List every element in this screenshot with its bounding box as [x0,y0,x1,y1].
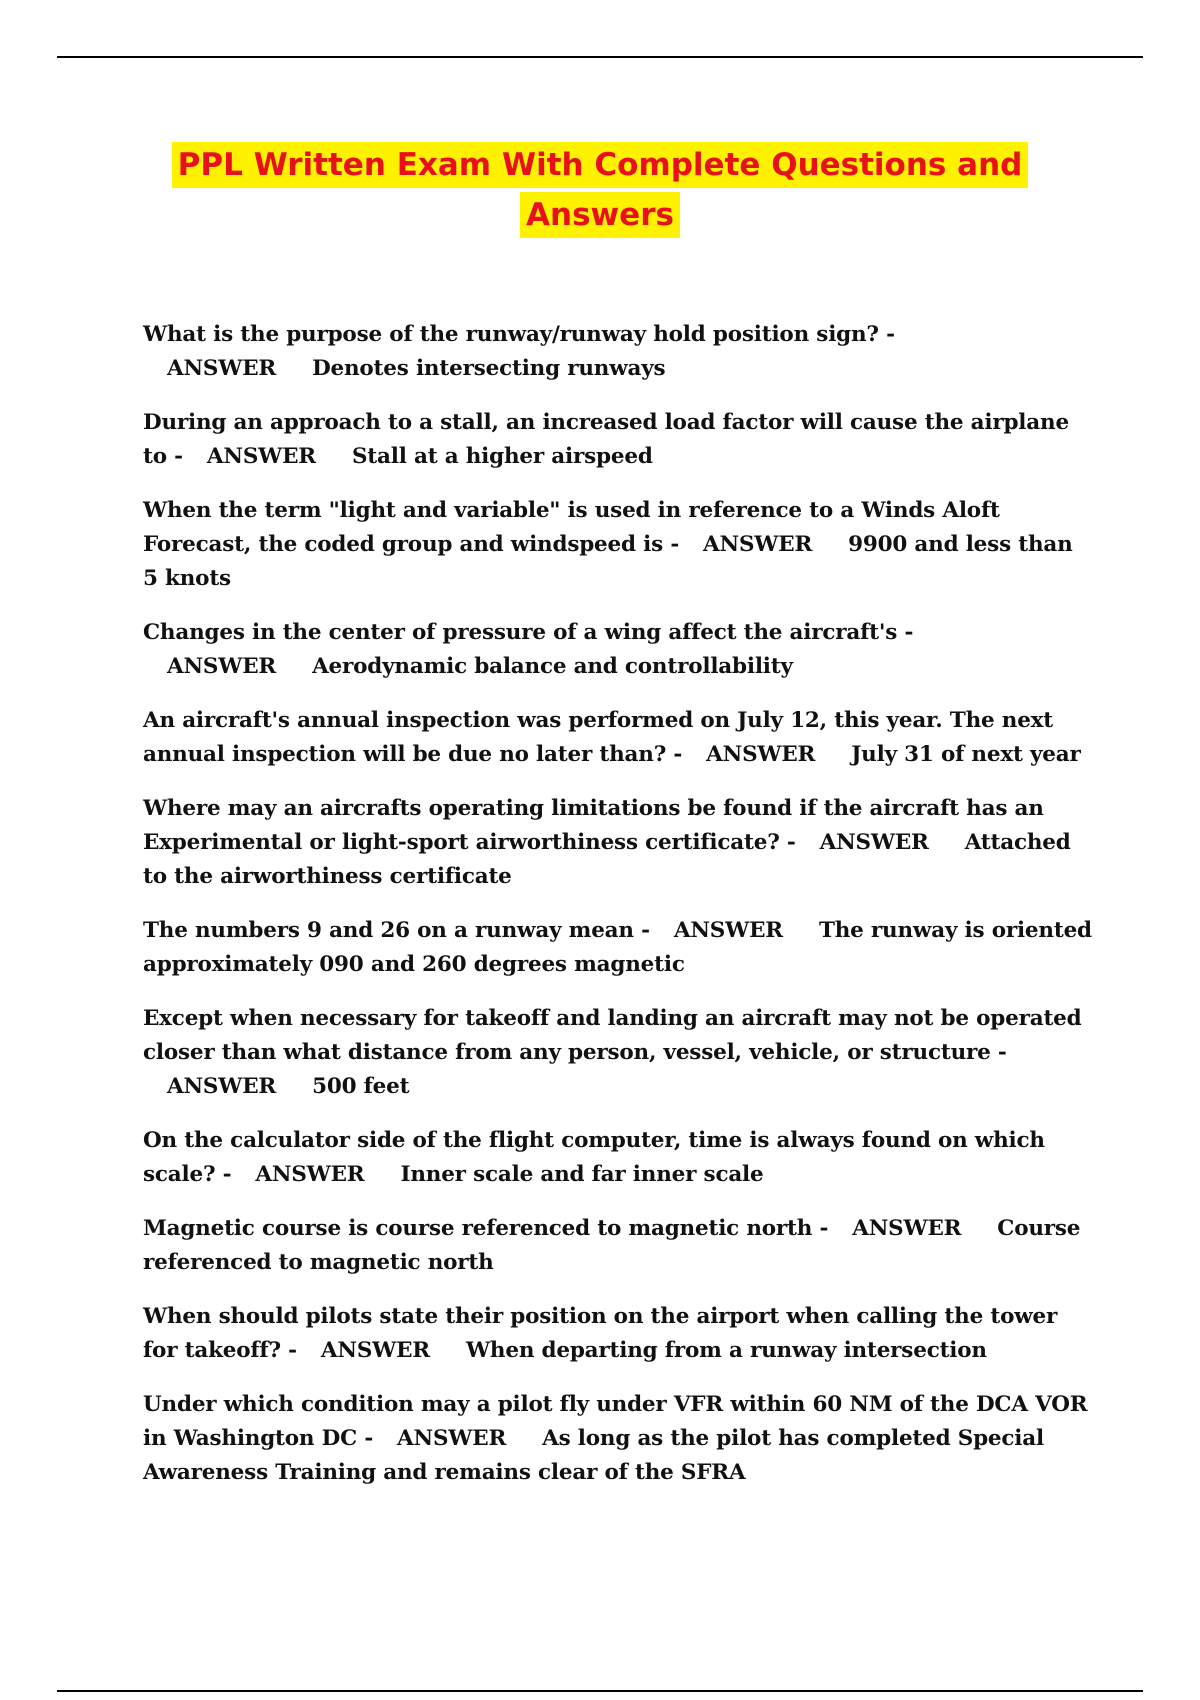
question-text: Except when necessary for takeoff and landing an aircraft may not be operated closer than what distance from any person, vessel, vehicle, or structure [143,1006,1082,1065]
answer-text: Aerodynamic balance and controllability [312,654,793,679]
answer-text: Inner scale and far inner scale [400,1162,764,1187]
answer-text: Stall at a higher airspeed [351,444,653,469]
qa-item [143,406,1093,474]
answer-text: 500 feet [312,1074,410,1099]
question-text: Magnetic course is course referenced to magnetic north [143,1216,813,1241]
answer-text: When departing from a runway intersection [465,1338,987,1363]
question-text: The numbers 9 and 26 on a runway mean [143,918,634,943]
answer-label: ANSWER [819,830,929,855]
answer-label: ANSWER [167,654,277,679]
answer-label: ANSWER [397,1426,507,1451]
document-title [0,140,1200,240]
qa-item [143,704,1093,772]
separator: - [904,620,914,645]
separator: - [786,830,796,855]
qa-item [143,616,1093,684]
answer-label: ANSWER [167,1074,277,1099]
separator: - [222,1162,232,1187]
answer-label: ANSWER [852,1216,962,1241]
answer-text: July 31 of next year [851,742,1081,767]
qa-item [143,1124,1093,1192]
answer-text: The runway is oriented approximately 090 and 260 degrees magnetic [143,918,1092,977]
separator: - [174,444,183,469]
bottom-rule [57,1690,1143,1692]
question-text: What is the purpose of the runway/runway hold position sign? [143,322,879,347]
separator: - [641,918,650,943]
question-text: Where may an aircrafts operating limitations be found if the aircraft has an Experimental or light-sport airworthiness certificate? [143,796,1044,855]
qa-item [143,494,1093,596]
answer-text: Denotes intersecting runways [312,356,666,381]
answer-label: ANSWER [703,532,813,557]
separator: - [886,322,895,347]
qa-item [143,792,1093,894]
answer-text: 9900 and less than 5 knots [143,532,1073,591]
question-text: On the calculator side of the flight computer, time is always found on which scale? [143,1128,1045,1187]
answer-label: ANSWER [255,1162,365,1187]
separator: - [673,742,683,767]
qa-item [143,914,1093,982]
question-text: When should pilots state their position on the airport when calling the tower for takeoff? [143,1304,1058,1363]
answer-label: ANSWER [167,356,277,381]
answer-label: ANSWER [706,742,816,767]
separator: - [288,1338,297,1363]
qa-item [143,318,1093,386]
title-line-1: PPL Written Exam With Complete Questions and [172,142,1029,188]
answer-label: ANSWER [206,444,316,469]
question-text: When the term "light and variable" is used in reference to a Winds Aloft Forecast, the coded group and windspeed is [143,498,1000,557]
separator: - [819,1216,829,1241]
question-text: Changes in the center of pressure of a wing affect the aircraft's [143,620,898,645]
question-text: During an approach to a stall, an increased load factor will cause the airplane to [143,410,1069,469]
answer-text: Course referenced to magnetic north [143,1216,1081,1275]
qa-list [143,318,1093,1510]
question-text: Under which condition may a pilot fly under VFR within 60 NM of the DCA VOR in Washington DC [143,1392,1088,1451]
answer-label: ANSWER [320,1338,430,1363]
separator: - [670,532,680,557]
separator: - [364,1426,374,1451]
answer-label: ANSWER [673,918,783,943]
separator: - [997,1040,1007,1065]
qa-item [143,1388,1093,1490]
top-rule [57,56,1143,58]
answer-text: As long as the pilot has completed Special Awareness Training and remains clear of the SFRA [143,1426,1044,1485]
qa-item [143,1002,1093,1104]
qa-item [143,1212,1093,1280]
question-text: An aircraft's annual inspection was performed on July 12, this year. The next annual inspection will be due no later than? [143,708,1054,767]
answer-text: Attached to the airworthiness certificate [143,830,1071,889]
qa-item [143,1300,1093,1368]
title-line-2: Answers [520,192,680,238]
